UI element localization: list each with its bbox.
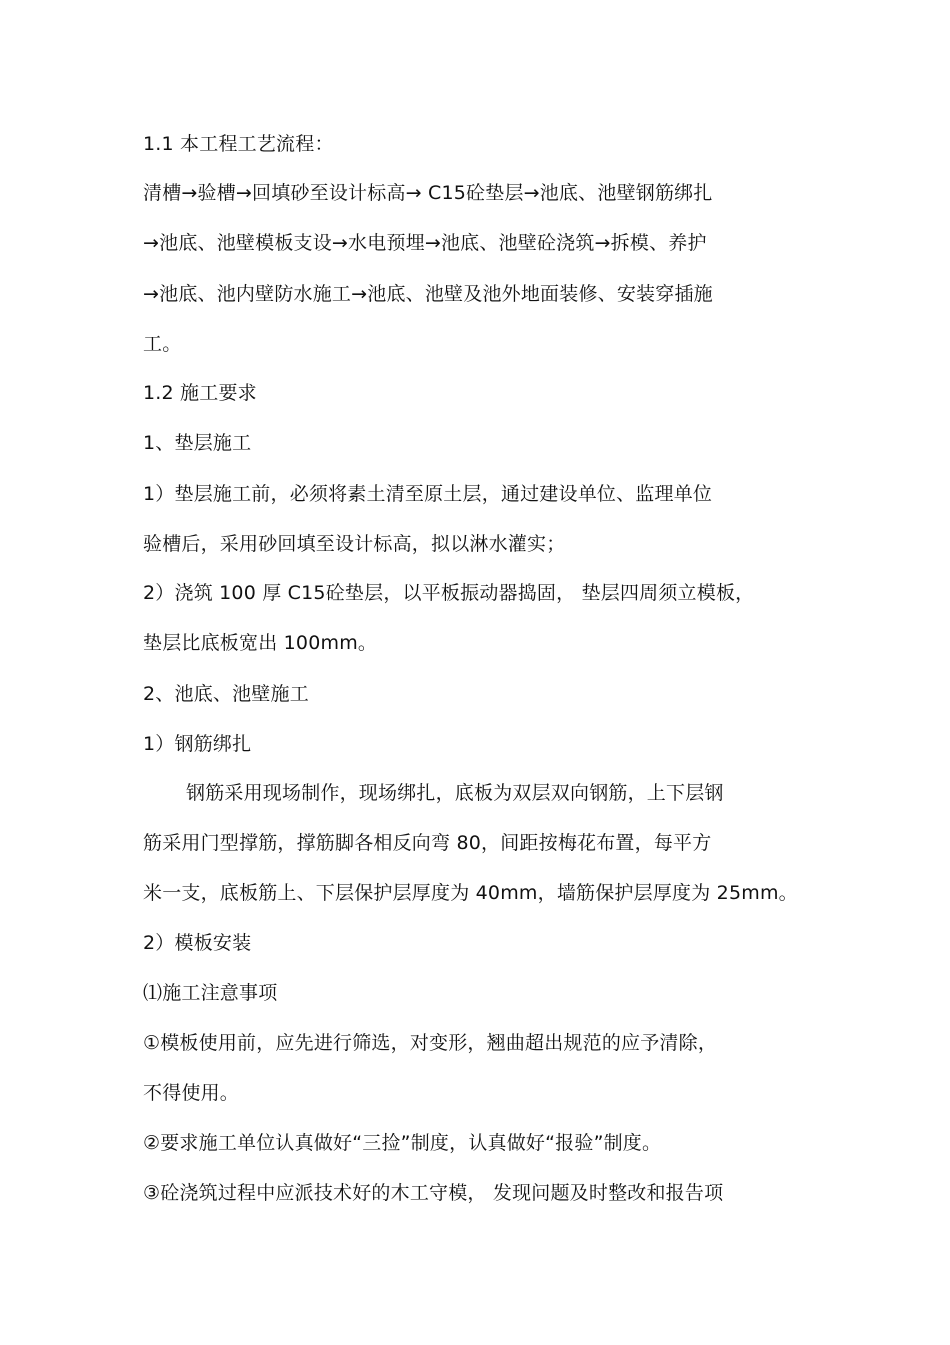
paragraph-line: 筋采用门型撑筋，撑筋脚各相反向弯 80，间距按梅花布置，每平方 [143, 832, 712, 854]
section-heading-1-1: 1.1 本工程工艺流程： [143, 133, 334, 155]
paragraph-line: 钢筋采用现场制作，现场绑扎，底板为双层双向钢筋，上下层钢 [186, 782, 724, 804]
item-heading: 1）钢筋绑扎 [143, 733, 252, 755]
paragraph-line: ③砼浇筑过程中应派技术好的木工守模， 发现问题及时整改和报告项 [143, 1182, 724, 1204]
subsection-heading: 1、垫层施工 [143, 432, 252, 454]
paragraph-line: 工。 [143, 333, 182, 355]
paragraph-line: 不得使用。 [143, 1082, 240, 1104]
paragraph-line: 清槽→验槽→回填砂至设计标高→ C15砼垫层→池底、池壁钢筋绑扎 [143, 182, 713, 204]
subsection-heading: 2、池底、池壁施工 [143, 683, 309, 705]
paragraph-line: →池底、池内壁防水施工→池底、池壁及池外地面装修、安装穿插施 [143, 283, 713, 305]
paragraph-line: 2）浇筑 100 厚 C15砼垫层，以平板振动器捣固， 垫层四周须立模板， [143, 582, 755, 604]
section-heading-1-2: 1.2 施工要求 [143, 382, 257, 404]
paragraph-line: 垫层比底板宽出 100mm。 [143, 632, 378, 654]
paragraph-line: ①模板使用前，应先进行筛选，对变形，翘曲超出规范的应予清除， [143, 1032, 718, 1054]
paragraph-line: →池底、池壁模板支设→水电预埋→池底、池壁砼浇筑→拆模、养护 [143, 232, 707, 254]
paragraph-line: 米一支，底板筋上、下层保护层厚度为 40mm，墙筋保护层厚度为 25mm。 [143, 882, 798, 904]
item-heading: 2）模板安装 [143, 932, 252, 954]
paragraph-line: 1）垫层施工前，必须将素土清至原土层，通过建设单位、监理单位 [143, 483, 713, 505]
paragraph-line: ②要求施工单位认真做好“三捡”制度，认真做好“报验”制度。 [143, 1132, 662, 1154]
paragraph-line: 验槽后，采用砂回填至设计标高，拟以淋水灌实； [143, 533, 566, 555]
item-heading: ⑴施工注意事项 [143, 982, 278, 1004]
